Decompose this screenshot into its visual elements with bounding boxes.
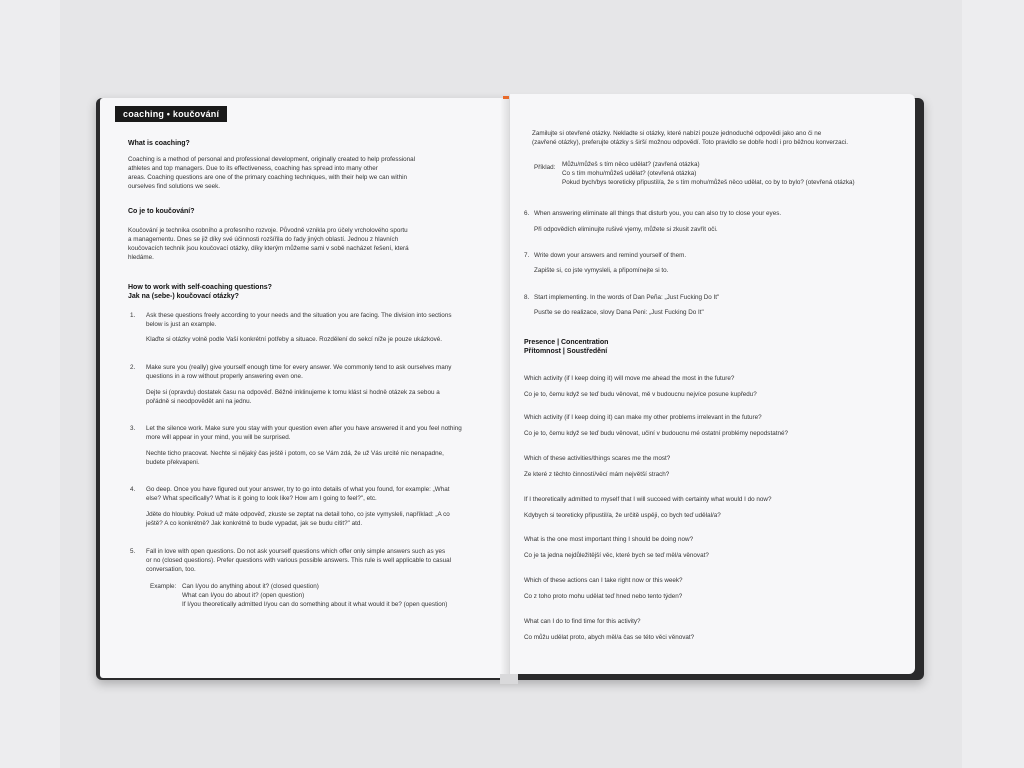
list-item-line: Pusťte se do realizace, slovy Dana Peni: „Just Fucking Do It" bbox=[534, 309, 704, 316]
example-line: Co s tím mohu/můžeš udělat? (otevřená otázka) bbox=[562, 170, 697, 177]
list-item-line: Klaďte si otázky volně podle Vaší konkrétní potřeby a situace. Rozdělení do sekcí níže je pouze ukázkové. bbox=[146, 336, 443, 343]
list-item-line: conversation, too. bbox=[146, 566, 196, 573]
list-item-line: questions in a row without properly answering even one. bbox=[146, 373, 303, 380]
heading-what-is-coaching: What is coaching? bbox=[128, 140, 190, 147]
paragraph-line: Coaching is a method of personal and professional development, originally created to help professional bbox=[128, 156, 416, 163]
heading-pritomnost: Přítomnost | Soustředění bbox=[524, 348, 608, 355]
section-tag: coaching • koučování bbox=[115, 106, 227, 122]
question-en: Which of these activities/things scares me the most? bbox=[524, 455, 671, 462]
list-item-line: Dejte si (opravdu) dostatek času na odpověď. Běžně inklinujeme k tomu klást si hodně otázek za sebou a bbox=[146, 389, 440, 396]
list-number: 7. bbox=[524, 252, 530, 259]
example-label: Příklad: bbox=[534, 164, 556, 171]
backdrop-right bbox=[962, 0, 1024, 768]
list-item-line: or no (closed questions). Prefer questions with various possible answers. This rule is well applicable to casual bbox=[146, 557, 452, 564]
example-line: Pokud bych/bys teoreticky připustil/a, že s tím mohu/můžeš něco udělat, co by to bylo? (otevřená otázka) bbox=[562, 179, 855, 186]
example-label: Example: bbox=[150, 583, 177, 590]
right-page bbox=[510, 94, 915, 674]
question-cz: Co z toho proto mohu udělat teď hned nebo tento týden? bbox=[524, 593, 683, 600]
paragraph-line: athletes and top managers. Due to its effectiveness, coaching has spread into many other bbox=[128, 165, 378, 172]
example-line: Můžu/můžeš s tím něco udělat? (zavřená otázka) bbox=[562, 161, 700, 168]
list-number: 1. bbox=[130, 312, 136, 319]
list-number: 4. bbox=[130, 486, 136, 493]
left-page bbox=[100, 98, 510, 678]
paragraph-line: Zamilujte si otevřené otázky. Nekladte si otázky, které nabízí pouze jednoduché odpovědi jako ano či ne bbox=[532, 130, 822, 137]
paragraph-line: koučovacích technik jsou koučovací otázky, díky kterým můžeme sami v sobě nacházet řešení, která bbox=[128, 245, 409, 252]
question-cz: Ze které z těchto činností/věcí mám největší strach? bbox=[524, 471, 670, 478]
question-en: Which activity (if I keep doing it) can make my other problems irrelevant in the future? bbox=[524, 414, 762, 421]
list-item-line: ještě? A co konkrétně? Jak konkrétně to bude vypadat, jak se budu cítit?" atd. bbox=[146, 520, 363, 527]
question-cz: Co je ta jedna nejdůležitější věc, které bych se teď měl/a věnovat? bbox=[524, 552, 709, 559]
list-item-line: Nechte ticho pracovat. Nechte si nějaký čas ještě i potom, co se Vám zdá, že už Vás urcité nic nenapadne, bbox=[146, 450, 444, 457]
page-edge bbox=[500, 674, 518, 684]
list-item-line: When answering eliminate all things that disturb you, you can also try to close your eyes. bbox=[534, 210, 782, 217]
paragraph-line: (zavřené otázky), preferujte otázky s širší možnou odpovědí. Toto pravidlo se dobře hodí i pro běžnou konverzaci. bbox=[532, 139, 848, 146]
list-item-line: Zapište si, co jste vymysleli, a připomínejte si to. bbox=[534, 267, 669, 274]
list-item-line: Go deep. Once you have figured out your answer, try to go into details of what you found, for example: „What bbox=[146, 486, 450, 493]
example-line: Can I/you do anything about it? (closed question) bbox=[182, 583, 319, 590]
question-cz: Kdybych si teoreticky připustil/a, že určitě uspěji, co bych teď udělal/a? bbox=[524, 512, 721, 519]
question-en: Which activity (if I keep doing it) will move me ahead the most in the future? bbox=[524, 375, 735, 382]
list-item-line: below is just an example. bbox=[146, 321, 217, 328]
paragraph-line: ourselves find solutions we seek. bbox=[128, 183, 221, 190]
list-item-line: more will appear in your mind, you will be surprised. bbox=[146, 434, 291, 441]
backdrop-left bbox=[0, 0, 60, 768]
list-item-line: Fall in love with open questions. Do not ask yourself questions which offer only simple answers such as yes bbox=[146, 548, 446, 555]
list-item-line: budete překvapeni. bbox=[146, 459, 200, 466]
bookmark-ribbon bbox=[503, 96, 509, 99]
list-item-line: else? What specifically? What is it going to look like? How am I going to feel?", etc. bbox=[146, 495, 377, 502]
list-item-line: Jděte do hloubky. Pokud už máte odpověď, zkuste se zeptat na detail toho, co jste vymysleli, například: „A co bbox=[146, 511, 450, 518]
list-item-line: Při odpovědích eliminujte rušivé vjemy, můžete si zkusit zavřít oči. bbox=[534, 226, 718, 233]
list-number: 6. bbox=[524, 210, 530, 217]
question-cz: Co je to, čemu když se teď budu věnovat, mě v budoucnu nejvíce posune kupředu? bbox=[524, 391, 757, 398]
list-number: 2. bbox=[130, 364, 136, 371]
list-number: 8. bbox=[524, 294, 530, 301]
list-item-line: pořádně si neodpovědět ani na jednu. bbox=[146, 398, 252, 405]
paragraph-line: a managementu. Dnes se již díky své účinnosti rozšířila do řady jiných oblastí. Jednou z hlavních bbox=[128, 236, 399, 243]
example-line: What can I/you do about it? (open question) bbox=[182, 592, 305, 599]
paragraph-line: hledáme. bbox=[128, 254, 154, 261]
question-cz: Co je to, čemu když se teď budu věnovat, učiní v budoucnu mé ostatní problémy nepodstatné? bbox=[524, 430, 788, 437]
list-item-line: Let the silence work. Make sure you stay with your question even after you have answered it and you feel nothing bbox=[146, 425, 462, 432]
question-en: What is the one most important thing I should be doing now? bbox=[524, 536, 694, 543]
heading-presence: Presence | Concentration bbox=[524, 339, 609, 346]
list-number: 5. bbox=[130, 548, 136, 555]
heading-jak-na: Jak na (sebe-) koučovací otázky? bbox=[128, 293, 239, 300]
list-number: 3. bbox=[130, 425, 136, 432]
heading-co-je-koucovani: Co je to koučování? bbox=[128, 208, 195, 215]
question-en: If I theoretically admitted to myself that I will succeed with certainty what would I do now? bbox=[524, 496, 772, 503]
question-en: What can I do to find time for this activity? bbox=[524, 618, 641, 625]
example-line: If I/you theoretically admitted I/you can do something about it what would it be? (open question) bbox=[182, 601, 448, 608]
list-item-line: Start implementing. In the words of Dan Peña: „Just Fucking Do It" bbox=[534, 294, 720, 301]
question-cz: Co můžu udělat proto, abych měl/a čas se této věci věnovat? bbox=[524, 634, 695, 641]
paragraph-line: areas. Coaching questions are one of the primary coaching techniques, with their help we can within bbox=[128, 174, 407, 181]
paragraph-line: Koučování je technika osobního a profesního rozvoje. Původně vznikla pro účely vrcholového sportu bbox=[128, 227, 408, 234]
question-en: Which of these actions can I take right now or this week? bbox=[524, 577, 683, 584]
list-item-line: Write down your answers and remind yourself of them. bbox=[534, 252, 687, 259]
heading-how-to-work: How to work with self-coaching questions? bbox=[128, 284, 272, 291]
list-item-line: Make sure you (really) give yourself enough time for every answer. We commonly tend to ask ourselves many bbox=[146, 364, 452, 371]
list-item-line: Ask these questions freely according to your needs and the situation you are facing. The division into sections bbox=[146, 312, 452, 319]
